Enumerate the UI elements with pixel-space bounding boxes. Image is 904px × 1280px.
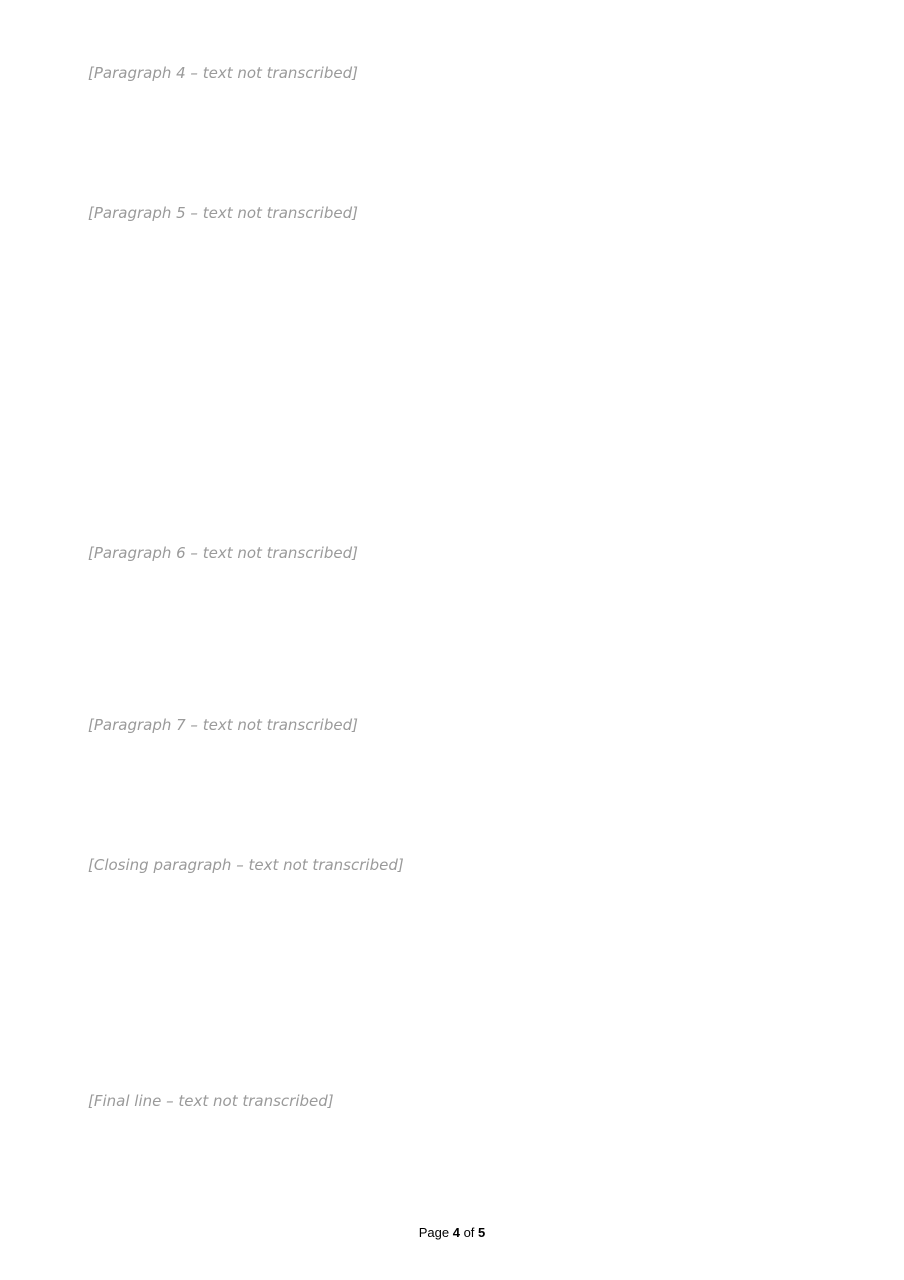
closing-paragraph-text: [Closing paragraph – text not transcribed] xyxy=(88,856,404,874)
current-page-number: 4 xyxy=(452,1225,460,1240)
paragraph-5 xyxy=(88,200,818,227)
final-paragraph xyxy=(88,1088,818,1115)
total-pages-number: 5 xyxy=(478,1225,486,1240)
paragraph-4-text: [Paragraph 4 – text not transcribed] xyxy=(88,64,358,82)
closing-paragraph xyxy=(88,852,818,879)
paragraph-7-text: [Paragraph 7 – text not transcribed] xyxy=(88,716,358,734)
paragraph-6-text: [Paragraph 6 – text not transcribed] xyxy=(88,544,358,562)
paragraph-5-text: [Paragraph 5 – text not transcribed] xyxy=(88,204,358,222)
page-footer xyxy=(0,1225,904,1240)
paragraph-6 xyxy=(88,540,818,567)
paragraph-7 xyxy=(88,712,818,739)
final-paragraph-text: [Final line – text not transcribed] xyxy=(88,1092,334,1110)
page-of-label: of xyxy=(463,1225,475,1240)
page-label: Page xyxy=(418,1225,450,1240)
paragraph-4 xyxy=(88,60,818,87)
